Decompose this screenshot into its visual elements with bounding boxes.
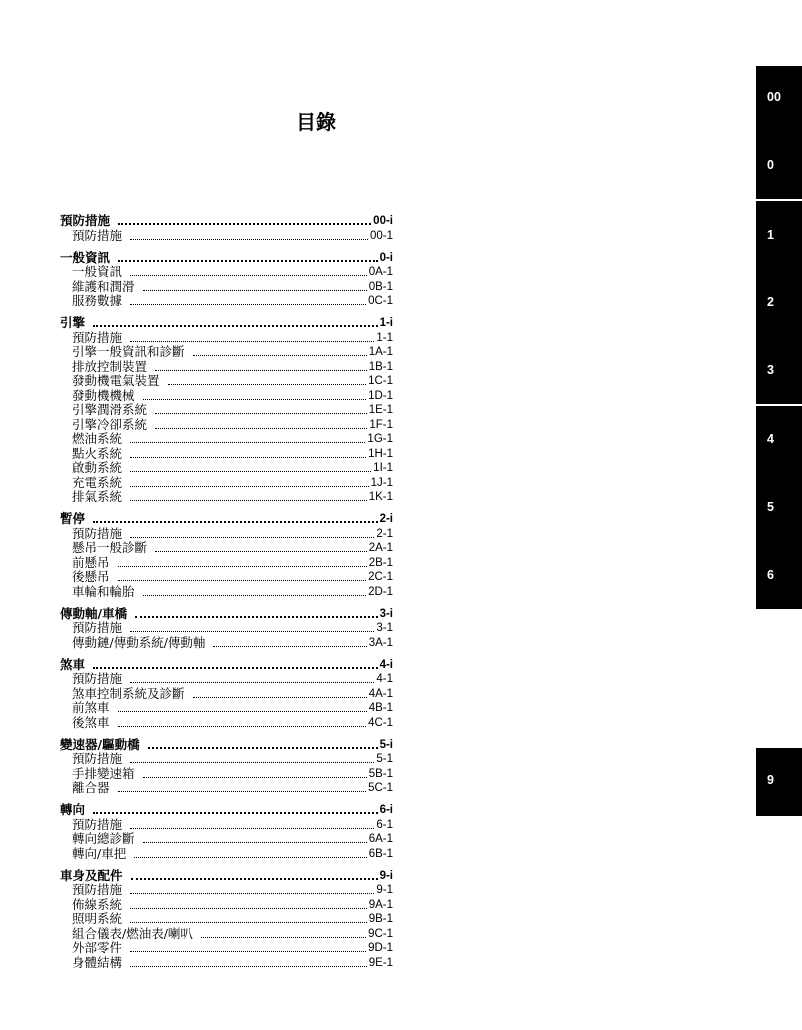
toc-entry[interactable]	[60, 781, 393, 796]
section-title: 傳動軸/車橋	[60, 605, 128, 621]
section-page-number: 4-i	[379, 658, 393, 671]
toc-entry[interactable]	[60, 752, 393, 767]
toc-entry[interactable]	[60, 403, 393, 418]
entry-label: 煞車控制系統及診斷	[72, 685, 185, 701]
toc-entry[interactable]	[60, 374, 393, 389]
toc-entry[interactable]	[60, 475, 393, 490]
entry-label: 傳動鏈/傳動系統/傳動軸	[72, 634, 206, 650]
entry-label: 後懸吊	[72, 569, 110, 584]
toc-section-heading[interactable]	[60, 212, 393, 228]
dot-leader	[130, 442, 365, 443]
section-title: 預防措施	[60, 213, 111, 228]
entry-page-number: 6B-1	[368, 847, 393, 860]
entry-page-number: 1H-1	[368, 447, 393, 460]
entry-page-number: 6A-1	[368, 833, 393, 845]
entry-label: 服務數據	[72, 293, 123, 308]
dot-leader	[193, 355, 367, 356]
toc-section-heading[interactable]	[60, 605, 393, 621]
entry-page-number: 5B-1	[368, 767, 393, 780]
entry-page-number: 1E-1	[368, 404, 393, 416]
toc-entry[interactable]	[60, 228, 393, 243]
dot-leader	[130, 682, 374, 683]
dot-leader	[118, 791, 367, 792]
entry-page-number: 9B-1	[368, 913, 393, 925]
entry-label: 排氣系統	[72, 489, 123, 504]
dot-leader	[130, 239, 368, 240]
entry-page-number: 0B-1	[368, 280, 393, 293]
dot-leader	[168, 384, 367, 385]
toc-section	[60, 867, 393, 970]
toc-section-heading[interactable]	[60, 867, 393, 883]
entry-page-number: 1J-1	[370, 476, 393, 489]
dot-leader	[130, 304, 366, 305]
dot-leader	[201, 937, 366, 938]
dot-leader	[118, 726, 367, 727]
entry-page-number: 1K-1	[368, 491, 393, 503]
toc-entry[interactable]	[60, 359, 393, 374]
entry-page-number: 1B-1	[368, 360, 393, 373]
entry-page-number: 1-1	[376, 331, 393, 344]
dot-leader	[93, 521, 378, 523]
entry-page-number: 4A-1	[368, 687, 393, 700]
tab-0[interactable]: 0	[767, 158, 774, 172]
dot-leader	[130, 908, 367, 909]
toc-entry[interactable]	[60, 432, 393, 447]
toc-section-heading[interactable]	[60, 801, 393, 817]
toc-entry[interactable]	[60, 555, 393, 570]
toc-entry[interactable]	[60, 955, 393, 970]
section-page-number: 5-i	[379, 738, 393, 751]
toc-section	[60, 249, 393, 309]
entry-page-number: 2D-1	[368, 585, 393, 598]
dot-leader	[155, 428, 367, 429]
entry-label: 預防措施	[72, 227, 123, 243]
dot-leader	[118, 580, 367, 581]
toc-entry[interactable]	[60, 446, 393, 461]
entry-label: 轉向總診斷	[72, 831, 135, 846]
dot-leader	[130, 341, 374, 342]
entry-label: 外部零件	[72, 940, 123, 955]
entry-page-number: 5-1	[376, 753, 393, 765]
entry-label: 預防措施	[72, 816, 123, 832]
entry-label: 預防措施	[72, 671, 123, 686]
toc-entry[interactable]	[60, 766, 393, 781]
entry-page-number: 1C-1	[368, 375, 393, 387]
toc-entry[interactable]	[60, 330, 393, 345]
entry-page-number: 1I-1	[373, 462, 393, 474]
entry-page-number: 1D-1	[368, 389, 393, 402]
dot-leader	[135, 616, 378, 618]
dot-leader	[131, 878, 378, 880]
dot-leader	[134, 857, 366, 858]
entry-page-number: 9-1	[376, 884, 393, 896]
tab-2[interactable]: 2	[767, 295, 774, 309]
section-page-number: 0-i	[379, 251, 393, 264]
toc-section-heading[interactable]	[60, 249, 393, 265]
entry-label: 引擎冷卻系統	[72, 416, 148, 432]
toc-entry[interactable]	[60, 715, 393, 730]
toc-section-heading[interactable]	[60, 510, 393, 526]
dot-leader	[130, 893, 374, 894]
dot-leader	[155, 413, 367, 414]
toc-section	[60, 736, 393, 796]
toc-entry[interactable]	[60, 832, 393, 847]
entry-page-number: 00-1	[369, 229, 393, 242]
toc-entry[interactable]	[60, 294, 393, 309]
dot-leader	[143, 777, 367, 778]
dot-leader	[130, 922, 367, 923]
tab-00[interactable]: 00	[767, 90, 781, 104]
section-title: 煞車	[60, 656, 86, 672]
entry-page-number: 6-1	[376, 818, 393, 831]
toc-entry[interactable]	[60, 417, 393, 432]
dot-leader	[130, 486, 369, 487]
table-of-contents	[60, 212, 393, 976]
entry-page-number: 3-1	[376, 622, 393, 634]
entry-page-number: 2A-1	[368, 542, 393, 554]
toc-entry[interactable]	[60, 883, 393, 898]
toc-entry[interactable]	[60, 635, 393, 650]
entry-label: 預防措施	[72, 882, 123, 897]
section-page-number: 6-i	[379, 804, 393, 816]
tab-5[interactable]: 5	[767, 500, 774, 514]
entry-page-number: 1F-1	[369, 418, 393, 431]
dot-leader	[155, 370, 367, 371]
dot-leader	[130, 828, 374, 829]
tab-1[interactable]: 1	[767, 228, 774, 242]
toc-section	[60, 801, 393, 861]
dot-leader	[213, 646, 366, 647]
entry-label: 啟動系統	[72, 460, 123, 475]
entry-label: 預防措施	[72, 751, 123, 766]
tab-9[interactable]: 9	[767, 773, 774, 787]
entry-label: 預防措施	[72, 329, 123, 345]
dot-leader	[130, 951, 366, 952]
section-tabs	[756, 0, 802, 1030]
toc-entry[interactable]	[60, 846, 393, 861]
entry-page-number: 2C-1	[368, 571, 393, 583]
section-title: 引擎	[60, 315, 86, 330]
dot-leader	[130, 457, 366, 458]
toc-entry[interactable]	[60, 897, 393, 912]
tab-3[interactable]: 3	[767, 363, 774, 377]
tab-block-4-6	[756, 406, 802, 609]
toc-entry[interactable]	[60, 279, 393, 294]
section-title: 車身及配件	[60, 867, 123, 883]
entry-page-number: 2B-1	[368, 556, 393, 569]
toc-entry[interactable]	[60, 345, 393, 360]
toc-entry[interactable]	[60, 388, 393, 403]
entry-label: 燃油系統	[72, 431, 123, 446]
section-page-number: 3-i	[379, 607, 393, 620]
entry-label: 預防措施	[72, 620, 123, 635]
entry-page-number: 1G-1	[367, 433, 393, 445]
tab-block-00-0	[756, 66, 802, 199]
toc-entry[interactable]	[60, 526, 393, 541]
entry-label: 充電系統	[72, 474, 123, 490]
entry-page-number: 0C-1	[368, 295, 393, 307]
entry-label: 前懸吊	[72, 554, 110, 570]
dot-leader	[93, 325, 378, 327]
toc-section	[60, 510, 393, 599]
section-page-number: 1-i	[379, 317, 393, 329]
toc-section-heading[interactable]	[60, 314, 393, 330]
toc-entry[interactable]	[60, 541, 393, 556]
toc-section-heading[interactable]	[60, 656, 393, 672]
entry-page-number: 9A-1	[368, 898, 393, 911]
entry-page-number: 0A-1	[368, 266, 393, 278]
entry-page-number: 5C-1	[368, 782, 393, 794]
toc-section	[60, 656, 393, 730]
entry-label: 組合儀表/燃油表/喇叭	[72, 925, 193, 941]
toc-entry[interactable]	[60, 461, 393, 476]
toc-entry[interactable]	[60, 912, 393, 927]
dot-leader	[93, 812, 378, 814]
section-title: 一般資訊	[60, 249, 111, 265]
tab-block-1-3	[756, 201, 802, 404]
dot-leader	[193, 697, 367, 698]
toc-entry[interactable]	[60, 570, 393, 585]
toc-entry[interactable]	[60, 926, 393, 941]
dot-leader	[118, 566, 367, 567]
dot-leader	[130, 275, 367, 276]
toc-entry[interactable]	[60, 265, 393, 280]
toc-entry[interactable]	[60, 817, 393, 832]
dot-leader	[118, 223, 371, 225]
dot-leader	[143, 595, 367, 596]
entry-page-number: 9E-1	[368, 956, 393, 969]
entry-page-number: 9C-1	[368, 927, 393, 940]
entry-label: 照明系統	[72, 911, 123, 926]
toc-entry[interactable]	[60, 701, 393, 716]
dot-leader	[130, 966, 367, 967]
entry-label: 前煞車	[72, 700, 110, 715]
entry-label: 後煞車	[72, 714, 110, 730]
dot-leader	[130, 471, 371, 472]
dot-leader	[130, 537, 374, 538]
toc-section	[60, 212, 393, 243]
entry-label: 維護和潤滑	[72, 278, 135, 294]
dot-leader	[118, 711, 367, 712]
entry-label: 引擎一般資訊和診斷	[72, 344, 185, 359]
entry-page-number: 4-1	[376, 673, 393, 685]
toc-entry[interactable]	[60, 941, 393, 956]
tab-block-9	[756, 748, 802, 816]
section-title: 暫停	[60, 511, 86, 526]
entry-label: 發動機機械	[72, 387, 135, 403]
entry-label: 車輪和輪胎	[72, 583, 135, 599]
entry-label: 引擎潤滑系統	[72, 402, 148, 417]
entry-page-number: 4C-1	[368, 716, 393, 729]
dot-leader	[143, 842, 367, 843]
toc-section	[60, 314, 393, 504]
entry-label: 點火系統	[72, 445, 123, 461]
dot-leader	[130, 631, 374, 632]
section-title: 變速器/驅動橋	[60, 736, 140, 752]
entry-label: 佈線系統	[72, 896, 123, 912]
toc-entry[interactable]	[60, 686, 393, 701]
section-page-number: 00-i	[373, 215, 393, 227]
toc-entry[interactable]	[60, 672, 393, 687]
dot-leader	[118, 260, 378, 262]
entry-label: 身體結構	[72, 954, 123, 970]
entry-page-number: 4B-1	[368, 702, 393, 714]
dot-leader	[93, 667, 378, 669]
entry-page-number: 1A-1	[368, 346, 393, 358]
entry-page-number: 3A-1	[368, 636, 393, 649]
entry-page-number: 2-1	[376, 527, 393, 540]
entry-label: 離合器	[72, 780, 110, 795]
section-page-number: 9-i	[379, 869, 393, 882]
tab-4[interactable]: 4	[767, 432, 774, 446]
tab-6[interactable]: 6	[767, 568, 774, 582]
entry-label: 預防措施	[72, 525, 123, 541]
entry-label: 發動機電氣裝置	[72, 373, 160, 388]
section-title: 轉向	[60, 802, 86, 817]
dot-leader	[130, 500, 367, 501]
dot-leader	[155, 551, 367, 552]
toc-section	[60, 605, 393, 650]
toc-entry[interactable]	[60, 621, 393, 636]
entry-page-number: 9D-1	[368, 942, 393, 954]
entry-label: 懸吊一般診斷	[72, 540, 148, 555]
entry-label: 轉向/車把	[72, 845, 127, 861]
page-title: 目錄	[296, 110, 336, 134]
section-page-number: 2-i	[379, 513, 393, 525]
entry-label: 排放控制裝置	[72, 358, 148, 374]
dot-leader	[130, 762, 374, 763]
toc-entry[interactable]	[60, 490, 393, 505]
entry-label: 一般資訊	[72, 264, 123, 279]
entry-label: 手排變速箱	[72, 765, 135, 781]
dot-leader	[148, 747, 378, 749]
dot-leader	[143, 290, 367, 291]
toc-entry[interactable]	[60, 584, 393, 599]
toc-section-heading[interactable]	[60, 736, 393, 752]
dot-leader	[143, 399, 367, 400]
